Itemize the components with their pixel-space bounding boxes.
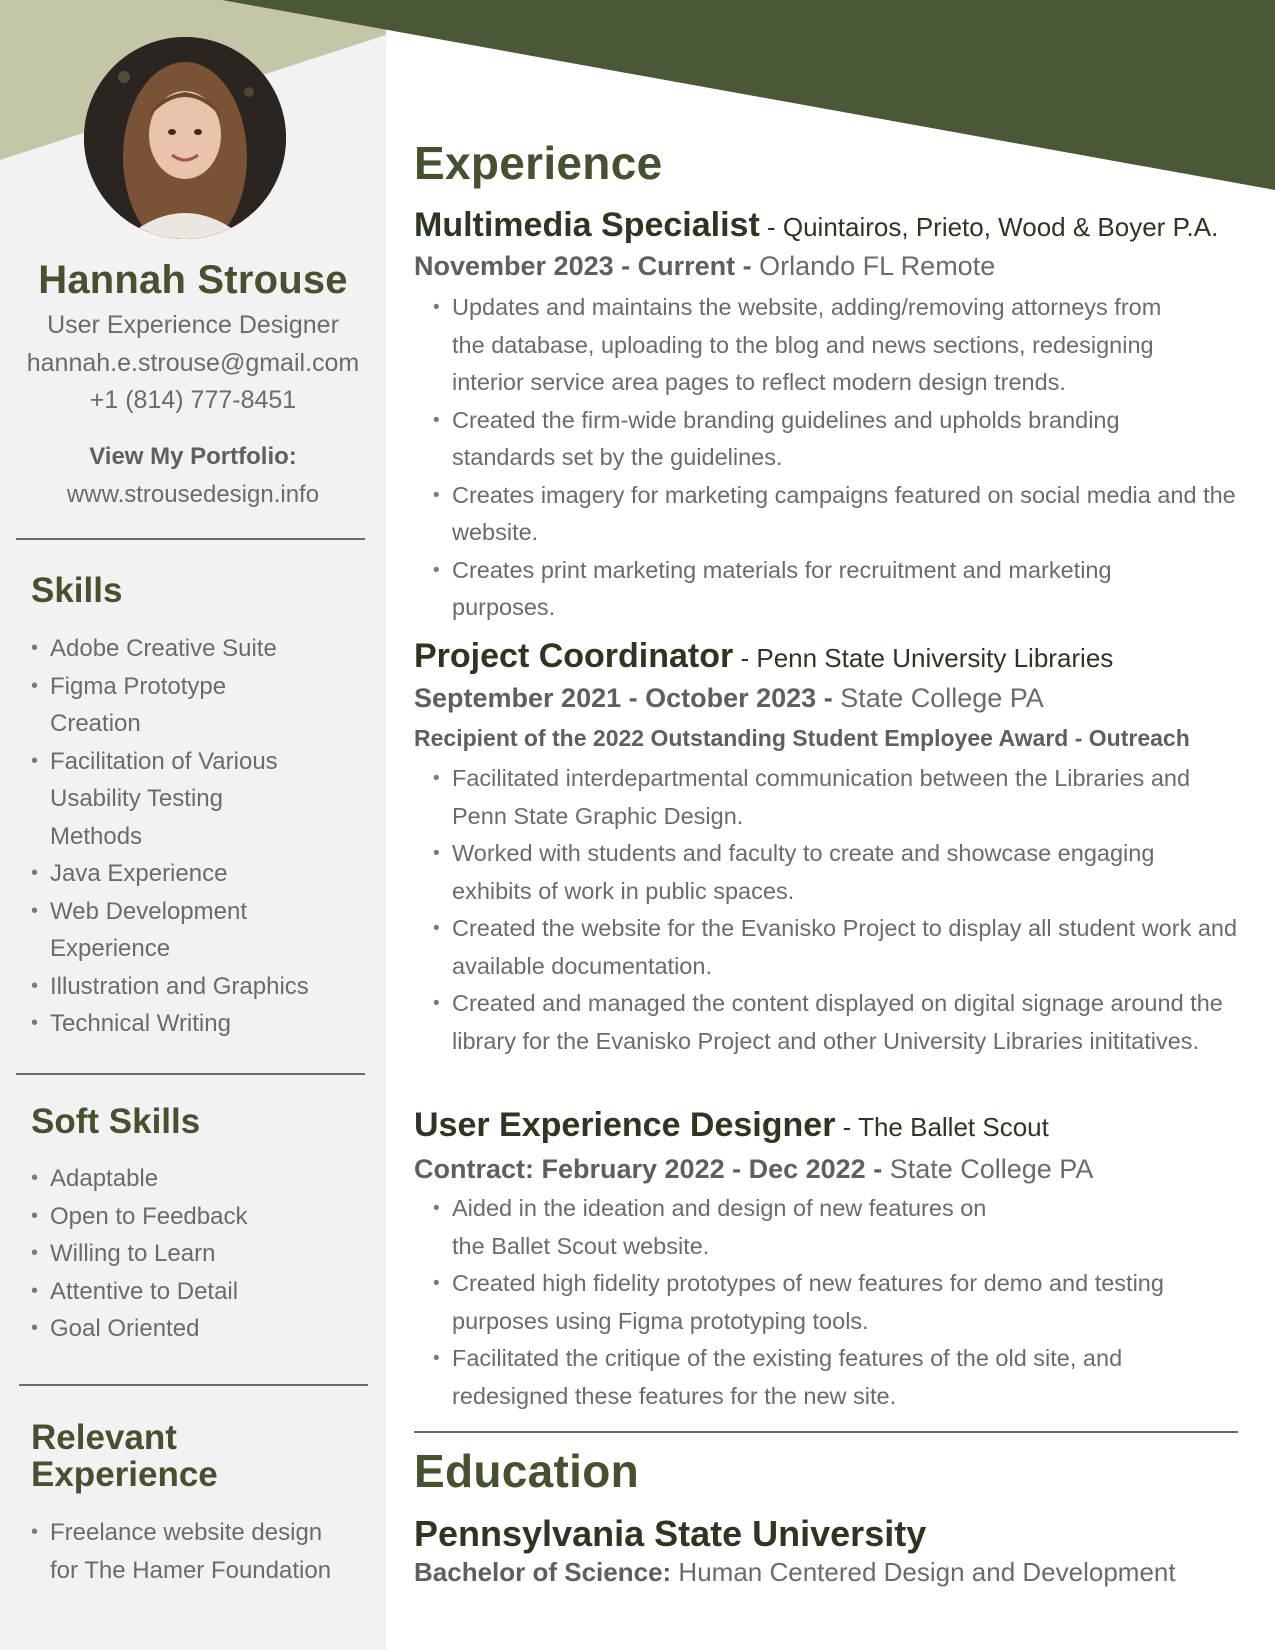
list-item: • Technical Writing — [31, 1005, 366, 1043]
job-organization: - Penn State University Libraries — [733, 643, 1114, 673]
list-item: • Creates imagery for marketing campaigns featured on social media and the website. — [433, 477, 1238, 552]
heading-line: Relevant — [31, 1418, 177, 1457]
list-item: • Facilitation of Various Usability Testing Methods — [31, 743, 366, 856]
job-dates: September 2021 - October 2023 - — [414, 683, 841, 713]
list-item: • Updates and maintains the website, adding/removing attorneys from the database, uploading to the blog and news sections, redesigning interior service area pages to reflect modern design trends. — [433, 289, 1238, 402]
job-bullets — [433, 760, 1238, 1060]
list-item: • Attentive to Detail — [31, 1273, 366, 1311]
list-item: • Created the firm-wide branding guidelines and upholds branding standards set by the guidelines. — [433, 402, 1238, 477]
award-line: Recipient of the 2022 Outstanding Student Employee Award - Outreach — [414, 725, 1190, 751]
candidate-name: Hannah Strouse — [38, 258, 348, 302]
heading-line: Experience — [31, 1455, 218, 1494]
job-organization: - The Ballet Scout — [835, 1112, 1049, 1142]
portrait-photo-icon — [84, 37, 286, 239]
skills-heading: Skills — [31, 571, 123, 610]
list-item: • Created and managed the content displayed on digital signage around the library for the Evanisko Project and other University Libraries inititatives. — [433, 985, 1238, 1060]
job-title: Project Coordinator — [414, 637, 734, 675]
profile-photo — [84, 37, 286, 239]
list-item: • Adobe Creative Suite — [31, 630, 366, 668]
list-item: • Open to Feedback — [31, 1198, 366, 1236]
soft-skills-heading: Soft Skills — [31, 1102, 201, 1141]
list-item: • Figma Prototype Creation — [31, 668, 366, 743]
relevant-experience-heading — [31, 1419, 218, 1493]
phone-number: +1 (814) 777-8451 — [89, 386, 297, 414]
school-name: Pennsylvania State University — [414, 1513, 927, 1554]
job-dates: Contract: February 2022 - Dec 2022 - — [414, 1154, 890, 1184]
list-item: • Created the website for the Evanisko Project to display all student work and available documentation. — [433, 910, 1238, 985]
sidebar-divider — [16, 538, 365, 540]
education-heading: Education — [414, 1445, 640, 1497]
degree-field: Human Centered Design and Development — [678, 1557, 1176, 1587]
sidebar — [0, 0, 386, 1650]
job-title-subtitle: User Experience Designer — [47, 311, 339, 339]
job-heading — [414, 206, 1254, 245]
list-item: • Worked with students and faculty to create and showcase engaging exhibits of work in public spaces. — [433, 835, 1238, 910]
contact-block — [0, 307, 386, 420]
list-item: • Aided in the ideation and design of new features on the Ballet Scout website. — [433, 1190, 1238, 1265]
list-item: • Facilitated interdepartmental communication between the Libraries and Penn State Graphic Design. — [433, 760, 1238, 835]
experience-heading: Experience — [414, 137, 663, 189]
list-item: • Goal Oriented — [31, 1310, 366, 1348]
job-title: Multimedia Specialist — [414, 206, 760, 244]
list-item: • Web Development Experience — [31, 893, 366, 968]
job-dates: November 2023 - Current - — [414, 251, 760, 281]
skills-list — [31, 630, 366, 1043]
job-location: State College PA — [889, 1154, 1094, 1184]
job-location: State College PA — [840, 683, 1044, 713]
list-item: • Willing to Learn — [31, 1235, 366, 1273]
degree-type: Bachelor of Science: — [414, 1557, 679, 1587]
list-item: • Freelance website design for The Hamer Foundation — [31, 1514, 351, 1589]
list-item: • Created high fidelity prototypes of new features for demo and testing purposes using Figma prototyping tools. — [433, 1265, 1238, 1340]
job-title: User Experience Designer — [414, 1106, 836, 1144]
list-item: • Java Experience — [31, 855, 366, 893]
list-item: • Illustration and Graphics — [31, 968, 366, 1006]
portfolio-label: View My Portfolio: — [89, 443, 297, 470]
list-item: • Creates print marketing materials for recruitment and marketing purposes. — [433, 552, 1238, 627]
job-meta — [414, 683, 1044, 714]
job-bullets — [433, 289, 1238, 627]
job-meta — [414, 1154, 1093, 1185]
relevant-experience-list — [31, 1514, 351, 1589]
job-organization: - Quintairos, Prieto, Wood & Boyer P.A. — [759, 212, 1219, 242]
list-item: • Adaptable — [31, 1160, 366, 1198]
job-location: Orlando FL Remote — [759, 251, 996, 281]
soft-skills-list — [31, 1160, 366, 1348]
sidebar-divider — [19, 1384, 368, 1386]
sidebar-divider — [16, 1073, 365, 1075]
list-item: • Facilitated the critique of the existing features of the old site, and redesigned these features for the new site. — [433, 1340, 1238, 1415]
job-heading — [414, 637, 1254, 676]
job-meta — [414, 251, 995, 282]
portfolio-link[interactable]: www.strousedesign.info — [66, 480, 320, 508]
job-bullets — [433, 1190, 1238, 1415]
job-heading — [414, 1106, 1254, 1145]
main-divider — [414, 1431, 1238, 1433]
email-link[interactable]: hannah.e.strouse@gmail.com — [26, 348, 360, 377]
degree-line — [414, 1557, 1176, 1588]
portfolio-block — [0, 438, 386, 513]
